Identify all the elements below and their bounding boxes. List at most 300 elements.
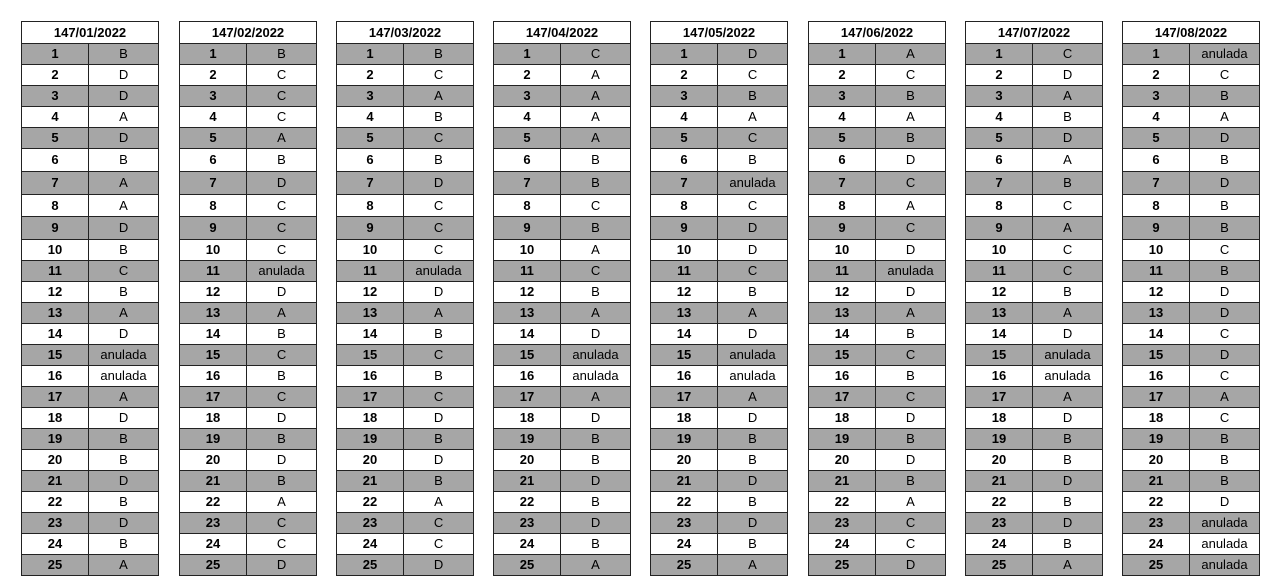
question-number: 25 [22, 555, 89, 576]
answer-cell: B [1190, 217, 1260, 240]
answer-cell: B [1190, 471, 1260, 492]
question-number: 19 [180, 429, 247, 450]
question-number: 13 [337, 303, 404, 324]
question-number: 24 [337, 534, 404, 555]
table-row [337, 366, 474, 387]
answer-cell: D [876, 240, 946, 261]
answer-cell: B [718, 492, 788, 513]
answer-cell: C [247, 513, 317, 534]
table-row [494, 128, 631, 149]
question-number: 22 [494, 492, 561, 513]
question-number: 5 [180, 128, 247, 149]
table-row [651, 429, 788, 450]
table-row [809, 387, 946, 408]
answer-cell: D [247, 172, 317, 195]
question-number: 5 [337, 128, 404, 149]
table-row [22, 513, 159, 534]
answer-cell: B [89, 534, 159, 555]
answer-cell: D [89, 86, 159, 107]
question-number: 21 [22, 471, 89, 492]
question-number: 17 [966, 387, 1033, 408]
answer-cell: D [561, 513, 631, 534]
answer-cell: C [404, 534, 474, 555]
question-number: 9 [494, 217, 561, 240]
question-number: 6 [966, 149, 1033, 172]
answer-cell: A [404, 86, 474, 107]
answer-cell: D [718, 471, 788, 492]
table-row [1123, 172, 1260, 195]
answer-cell: B [1190, 149, 1260, 172]
answer-cell: C [247, 345, 317, 366]
question-number: 23 [809, 513, 876, 534]
question-number: 23 [337, 513, 404, 534]
answer-cell: D [89, 471, 159, 492]
answer-cell: C [1190, 324, 1260, 345]
question-number: 20 [1123, 450, 1190, 471]
question-number: 21 [494, 471, 561, 492]
question-number: 15 [651, 345, 718, 366]
answer-cell: C [404, 65, 474, 86]
table-row [651, 86, 788, 107]
answer-cell: B [876, 128, 946, 149]
table-row [22, 366, 159, 387]
question-number: 9 [1123, 217, 1190, 240]
answer-cell: D [718, 513, 788, 534]
question-number: 20 [494, 450, 561, 471]
answer-cell: A [561, 128, 631, 149]
table-row [1123, 240, 1260, 261]
question-number: 2 [180, 65, 247, 86]
question-number: 15 [809, 345, 876, 366]
answer-cell: B [89, 282, 159, 303]
table-row [809, 471, 946, 492]
answer-cell: anulada [718, 366, 788, 387]
question-number: 9 [180, 217, 247, 240]
table-row [180, 429, 317, 450]
table-row [337, 128, 474, 149]
answer-cell: D [1033, 324, 1103, 345]
question-number: 25 [1123, 555, 1190, 576]
answer-cell: B [561, 534, 631, 555]
table-row [1123, 513, 1260, 534]
answer-cell: D [404, 408, 474, 429]
question-number: 20 [337, 450, 404, 471]
answer-cell: D [89, 408, 159, 429]
question-number: 17 [337, 387, 404, 408]
question-number: 14 [180, 324, 247, 345]
table-row [809, 513, 946, 534]
table-row [337, 492, 474, 513]
exam-code-header: 147/08/2022 [1123, 22, 1260, 44]
question-number: 8 [1123, 195, 1190, 217]
question-number: 1 [337, 44, 404, 65]
table-row [22, 261, 159, 282]
table-row [966, 345, 1103, 366]
question-number: 17 [180, 387, 247, 408]
table-row [966, 128, 1103, 149]
question-number: 3 [809, 86, 876, 107]
question-number: 24 [22, 534, 89, 555]
table-row [809, 86, 946, 107]
table-row [1123, 149, 1260, 172]
question-number: 11 [180, 261, 247, 282]
question-number: 7 [180, 172, 247, 195]
answer-cell: B [718, 149, 788, 172]
question-number: 23 [966, 513, 1033, 534]
answer-cell: C [404, 128, 474, 149]
table-row [22, 240, 159, 261]
question-number: 7 [651, 172, 718, 195]
table-row [180, 65, 317, 86]
answer-cell: A [876, 195, 946, 217]
question-number: 18 [809, 408, 876, 429]
question-number: 21 [966, 471, 1033, 492]
answer-cell: A [876, 303, 946, 324]
answer-cell: B [89, 450, 159, 471]
question-number: 5 [494, 128, 561, 149]
answer-cell: B [89, 492, 159, 513]
question-number: 8 [651, 195, 718, 217]
question-number: 10 [966, 240, 1033, 261]
answer-cell: anulada [1033, 366, 1103, 387]
table-row [1123, 471, 1260, 492]
table-row [180, 324, 317, 345]
question-number: 16 [651, 366, 718, 387]
question-number: 14 [494, 324, 561, 345]
question-number: 17 [1123, 387, 1190, 408]
answer-cell: D [404, 172, 474, 195]
table-row [809, 65, 946, 86]
answer-cell: B [876, 86, 946, 107]
answer-cell: A [561, 387, 631, 408]
answer-cell: B [1190, 86, 1260, 107]
question-number: 15 [180, 345, 247, 366]
answer-cell: B [718, 86, 788, 107]
table-row [22, 282, 159, 303]
answer-cell: C [1190, 240, 1260, 261]
table-row [966, 172, 1103, 195]
question-number: 1 [1123, 44, 1190, 65]
question-number: 23 [494, 513, 561, 534]
question-number: 12 [180, 282, 247, 303]
answer-cell: C [718, 128, 788, 149]
table-row [1123, 303, 1260, 324]
question-number: 16 [22, 366, 89, 387]
answer-cell: D [1033, 471, 1103, 492]
answer-cell: B [247, 44, 317, 65]
table-row [809, 172, 946, 195]
table-row [651, 128, 788, 149]
answer-cell: B [1190, 429, 1260, 450]
question-number: 17 [651, 387, 718, 408]
answer-cell: D [89, 324, 159, 345]
answer-cell: A [561, 107, 631, 128]
question-number: 25 [337, 555, 404, 576]
table-row [651, 408, 788, 429]
table-row [494, 107, 631, 128]
question-number: 12 [494, 282, 561, 303]
question-number: 24 [809, 534, 876, 555]
answer-cell: D [1190, 282, 1260, 303]
answer-cell: B [404, 44, 474, 65]
table-row [337, 261, 474, 282]
question-number: 13 [180, 303, 247, 324]
table-row [494, 65, 631, 86]
question-number: 9 [651, 217, 718, 240]
answer-cell: A [247, 492, 317, 513]
table-row [651, 534, 788, 555]
answer-cell: A [718, 107, 788, 128]
answer-cell: B [89, 240, 159, 261]
question-number: 14 [809, 324, 876, 345]
question-number: 23 [22, 513, 89, 534]
question-number: 8 [494, 195, 561, 217]
answer-key-table [965, 21, 1103, 576]
answer-cell: A [1033, 217, 1103, 240]
question-number: 11 [494, 261, 561, 282]
table-row [966, 408, 1103, 429]
table-row [337, 172, 474, 195]
answer-cell: C [876, 534, 946, 555]
question-number: 1 [180, 44, 247, 65]
question-number: 21 [1123, 471, 1190, 492]
table-row [651, 65, 788, 86]
question-number: 10 [22, 240, 89, 261]
answer-cell: B [247, 366, 317, 387]
answer-cell: D [561, 471, 631, 492]
question-number: 18 [966, 408, 1033, 429]
table-row [966, 471, 1103, 492]
answer-cell: C [1190, 65, 1260, 86]
table-row [809, 217, 946, 240]
question-number: 22 [651, 492, 718, 513]
table-row [809, 534, 946, 555]
answer-cell: B [404, 366, 474, 387]
question-number: 12 [22, 282, 89, 303]
question-number: 2 [809, 65, 876, 86]
question-number: 9 [22, 217, 89, 240]
question-number: 21 [337, 471, 404, 492]
answer-cell: D [718, 217, 788, 240]
answer-cell: A [1033, 303, 1103, 324]
answer-cell: C [876, 217, 946, 240]
question-number: 11 [22, 261, 89, 282]
answer-cell: A [404, 303, 474, 324]
table-row [337, 240, 474, 261]
answer-cell: A [561, 65, 631, 86]
question-number: 9 [337, 217, 404, 240]
answer-cell: A [1190, 387, 1260, 408]
table-row [966, 261, 1103, 282]
question-number: 17 [494, 387, 561, 408]
table-row [1123, 324, 1260, 345]
table-row [966, 217, 1103, 240]
answer-cell: B [718, 450, 788, 471]
table-row [651, 450, 788, 471]
table-row [180, 345, 317, 366]
question-number: 15 [22, 345, 89, 366]
question-number: 3 [651, 86, 718, 107]
table-row [494, 387, 631, 408]
question-number: 21 [180, 471, 247, 492]
table-row [180, 471, 317, 492]
answer-cell: B [1190, 261, 1260, 282]
table-row [180, 172, 317, 195]
table-row [809, 555, 946, 576]
table-row [1123, 44, 1260, 65]
table-row [651, 172, 788, 195]
table-row [337, 450, 474, 471]
question-number: 25 [966, 555, 1033, 576]
table-row [494, 534, 631, 555]
question-number: 4 [1123, 107, 1190, 128]
table-row [494, 217, 631, 240]
question-number: 9 [966, 217, 1033, 240]
table-row [651, 303, 788, 324]
table-row [180, 408, 317, 429]
table-row [180, 366, 317, 387]
question-number: 18 [180, 408, 247, 429]
table-row [337, 387, 474, 408]
table-row [337, 324, 474, 345]
answer-cell: D [1190, 128, 1260, 149]
answer-cell: D [876, 555, 946, 576]
table-row [1123, 345, 1260, 366]
answer-cell: A [89, 555, 159, 576]
table-row [651, 149, 788, 172]
table-row [494, 86, 631, 107]
table-row [494, 366, 631, 387]
answer-cell: B [876, 324, 946, 345]
question-number: 10 [180, 240, 247, 261]
answer-cell: D [247, 408, 317, 429]
answer-cell: anulada [247, 261, 317, 282]
question-number: 25 [494, 555, 561, 576]
answer-cell: D [561, 408, 631, 429]
table-row [180, 44, 317, 65]
answer-cell: B [1033, 172, 1103, 195]
table-row [651, 345, 788, 366]
answer-cell: C [718, 195, 788, 217]
answer-cell: A [247, 128, 317, 149]
answer-cell: D [718, 240, 788, 261]
table-row [1123, 366, 1260, 387]
table-row [22, 429, 159, 450]
question-number: 15 [966, 345, 1033, 366]
question-number: 4 [22, 107, 89, 128]
answer-cell: B [1190, 450, 1260, 471]
answer-key-table [808, 21, 946, 576]
answer-cell: A [247, 303, 317, 324]
question-number: 7 [337, 172, 404, 195]
answer-cell: A [876, 492, 946, 513]
answer-cell: C [1033, 240, 1103, 261]
question-number: 2 [494, 65, 561, 86]
table-row [337, 282, 474, 303]
table-row [966, 303, 1103, 324]
answer-cell: A [1033, 149, 1103, 172]
answer-cell: B [1033, 282, 1103, 303]
table-row [1123, 261, 1260, 282]
question-number: 9 [809, 217, 876, 240]
table-row [494, 345, 631, 366]
answer-cell: anulada [89, 366, 159, 387]
question-number: 22 [22, 492, 89, 513]
table-row [337, 555, 474, 576]
question-number: 18 [22, 408, 89, 429]
question-number: 22 [1123, 492, 1190, 513]
question-number: 24 [651, 534, 718, 555]
table-row [494, 408, 631, 429]
answer-cell: B [1033, 492, 1103, 513]
question-number: 16 [1123, 366, 1190, 387]
table-row [651, 387, 788, 408]
table-row [494, 303, 631, 324]
question-number: 11 [966, 261, 1033, 282]
table-row [22, 128, 159, 149]
question-number: 4 [337, 107, 404, 128]
exam-code-header: 147/07/2022 [966, 22, 1103, 44]
question-number: 16 [966, 366, 1033, 387]
question-number: 16 [180, 366, 247, 387]
table-row [494, 471, 631, 492]
table-row [180, 555, 317, 576]
question-number: 7 [1123, 172, 1190, 195]
table-row [1123, 387, 1260, 408]
question-number: 22 [180, 492, 247, 513]
table-row [1123, 408, 1260, 429]
table-row [22, 555, 159, 576]
table-row [809, 128, 946, 149]
question-number: 16 [809, 366, 876, 387]
question-number: 20 [22, 450, 89, 471]
table-row [651, 513, 788, 534]
answer-cell: C [718, 65, 788, 86]
answer-key-table [21, 21, 159, 576]
answer-cell: C [1190, 366, 1260, 387]
table-row [809, 44, 946, 65]
answer-cell: B [561, 450, 631, 471]
answer-cell: C [89, 261, 159, 282]
table-row [809, 429, 946, 450]
answer-cell: anulada [1190, 555, 1260, 576]
question-number: 3 [1123, 86, 1190, 107]
table-row [22, 408, 159, 429]
table-row [1123, 450, 1260, 471]
table-row [809, 408, 946, 429]
table-row [337, 44, 474, 65]
answer-key-table [650, 21, 788, 576]
question-number: 19 [1123, 429, 1190, 450]
table-row [1123, 107, 1260, 128]
table-row [651, 324, 788, 345]
table-row [966, 240, 1103, 261]
question-number: 21 [809, 471, 876, 492]
question-number: 7 [966, 172, 1033, 195]
question-number: 8 [809, 195, 876, 217]
answer-cell: C [247, 65, 317, 86]
answer-cell: D [876, 450, 946, 471]
answer-cell: D [404, 450, 474, 471]
table-row [1123, 555, 1260, 576]
answer-cell: C [876, 345, 946, 366]
table-row [1123, 195, 1260, 217]
question-number: 12 [966, 282, 1033, 303]
question-number: 6 [1123, 149, 1190, 172]
answer-key-table [1122, 21, 1260, 576]
table-row [494, 513, 631, 534]
answer-cell: C [404, 217, 474, 240]
